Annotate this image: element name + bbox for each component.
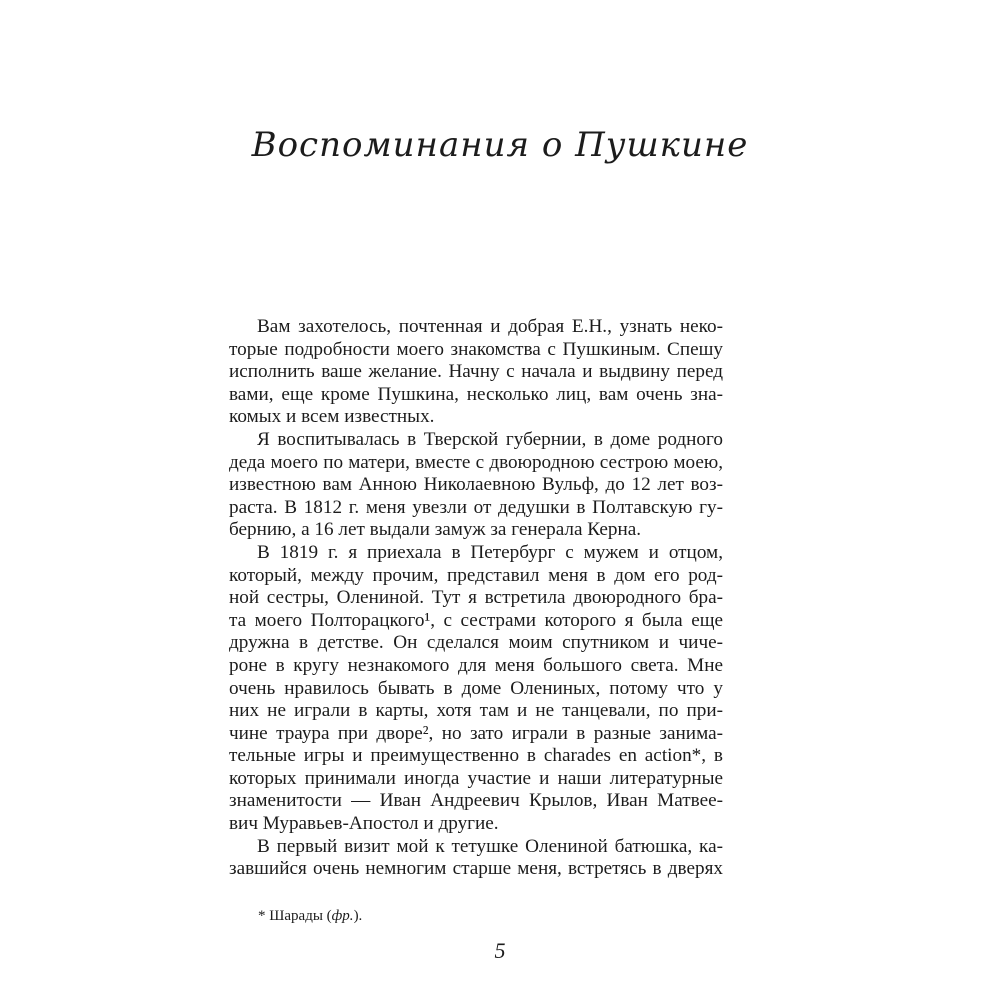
page-number: 5 bbox=[494, 938, 506, 963]
footnote bbox=[258, 908, 362, 925]
paragraph-line: роне в кругу незнакомого для меня большого света. Мне bbox=[229, 654, 723, 676]
footnote-text: * Шарады ( bbox=[258, 908, 332, 924]
paragraph-line: бернию, а 16 лет выдали замуж за генерала Керна. bbox=[229, 519, 642, 541]
paragraph-line: который, между прочим, представил меня в дом его род- bbox=[229, 564, 723, 586]
paragraph-line: В 1819 г. я приехала в Петербург с мужем и отцом, bbox=[257, 541, 723, 563]
paragraph-line: тельные игры и преимущественно в charades en action*, в bbox=[229, 745, 723, 767]
paragraph-line: Я воспитывалась в Тверской губернии, в доме родного bbox=[257, 428, 723, 450]
paragraph-line: очень нравилось бывать в доме Олениных, потому что у bbox=[229, 677, 723, 699]
chapter-title: Воспоминания о Пушкине bbox=[251, 125, 749, 165]
paragraph-line: известною вам Анною Николаевною Вульф, до 12 лет воз- bbox=[229, 474, 723, 496]
paragraph-line: вами, еще кроме Пушкина, несколько лиц, вам очень зна- bbox=[229, 383, 723, 405]
paragraph-line: вич Муравьев-Апостол и другие. bbox=[229, 813, 499, 835]
paragraph-line: дружна в детстве. Он сделался моим спутником и чиче- bbox=[229, 632, 723, 654]
paragraph-line: ной сестры, Олениной. Тут я встретила двоюродного бра- bbox=[229, 587, 723, 609]
paragraph-line: комых и всем известных. bbox=[229, 406, 435, 428]
paragraph-line: та моего Полторацкого¹, с сестрами которого я была еще bbox=[229, 609, 723, 631]
paragraph-line: Вам захотелось, почтенная и добрая Е.Н., узнать неко- bbox=[257, 316, 723, 337]
paragraph-line: знаменитости — Иван Андреевич Крылов, Иван Матвее- bbox=[229, 790, 723, 812]
paragraph-line: них не играли в карты, хотя там и не танцевали, по при- bbox=[229, 700, 723, 722]
body-text bbox=[229, 316, 723, 881]
paragraph-line: которых принимали иногда участие и наши литературные bbox=[229, 767, 723, 789]
footnote-tail: ). bbox=[353, 908, 363, 924]
paragraph-line: завшийся очень немногим старше меня, встретясь в дверях bbox=[229, 858, 723, 880]
paragraph-line: деда моего по матери, вместе с двоюродною сестрою моею, bbox=[229, 451, 723, 473]
footnote-lang: фр. bbox=[331, 908, 354, 924]
paragraph-line: исполнить ваше желание. Начну с начала и выдвину перед bbox=[229, 361, 723, 383]
paragraph-line: чине траура при дворе², но зато играли в разные занима- bbox=[229, 722, 723, 744]
paragraph-line: раста. В 1812 г. меня увезли от дедушки в Полтавскую гу- bbox=[229, 496, 723, 518]
paragraph-line: торые подробности моего знакомства с Пушкиным. Спешу bbox=[229, 338, 723, 360]
paragraph-line: В первый визит мой к тетушке Олениной батюшка, ка- bbox=[257, 835, 723, 857]
